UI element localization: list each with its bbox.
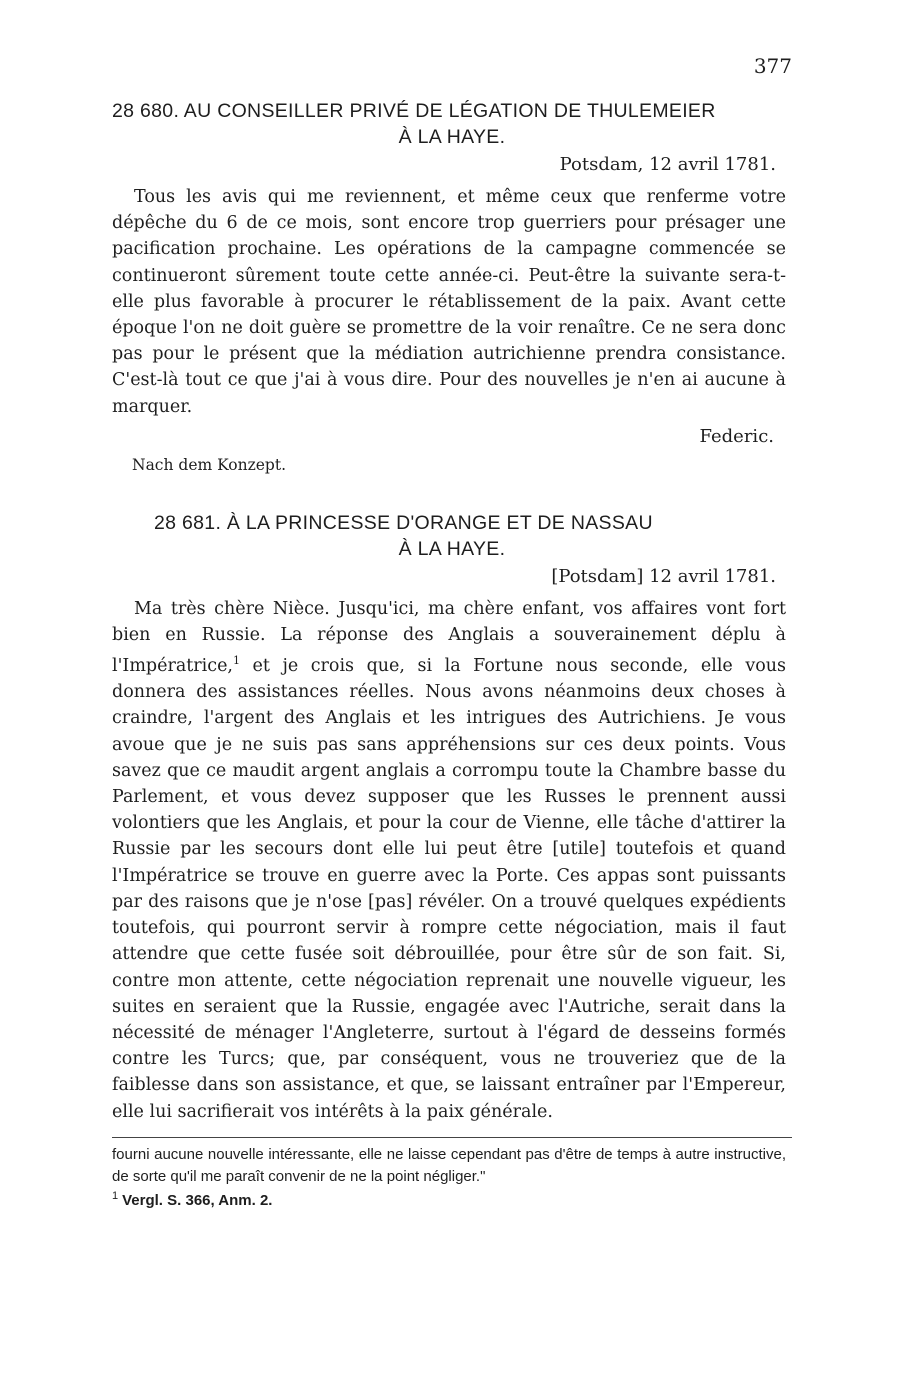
letter-28680	[112, 50, 792, 476]
letter-body: Tous les avis qui me reviennent, et même ceux que renferme votre dépêche du 6 de ce mois, sont encore trop guerriers pour présager une pacification prochaine. Les opérations de la campagne commencée se continueront sûrement toute cette année-ci. Peut-être la suivante sera-t-elle plus favorable à procurer le rétablissement de la paix. Avant cette époque l'on ne doit guère se promettre de la voir renaître. Ce ne sera donc pas pour le présent que la médiation autrichienne prendra consistance. C'est-là tout ce que j'ai à vous dire. Pour des nouvelles je n'en ai aucune à marquer.	[112, 187, 786, 417]
heading-line-2: À LA HAYE.	[398, 126, 506, 148]
page-number: 377	[753, 54, 792, 78]
heading-line-1: 28 680. AU CONSEILLER PRIVÉ DE LÉGATION DE THULEMEIER	[112, 100, 716, 122]
footnote-continued: fourni aucune nouvelle intéressante, elle ne laisse cependant pas d'être de temps à autre instructive, de sorte qu'il me paraît convenir de ne la point négliger."	[112, 1145, 786, 1185]
footnote-number: 1	[112, 1189, 119, 1202]
footnote-text: Vergl. S. 366, Anm. 2.	[122, 1191, 273, 1209]
letter-28681	[112, 510, 792, 1125]
source-note: Nach dem Konzept.	[132, 455, 287, 474]
letter-body-part-2: et je crois que, si la Fortune nous seconde, elle vous donnera des assistances réelles. Nous avons néanmoins deux choses à craindre, l'argent des Anglais et les intrigues des Autrichiens. Je vous avoue que je ne suis pas sans appréhensions sur ces deux points. Vous savez que ce maudit argent anglais a corrompu toute la Chambre basse du Parlement, et vous devez supposer que les Russes le prennent aussi volontiers que les Anglais, et pour la cour de Vienne, elle tâche d'attirer la Russie par les secours dont elle lui peut être [utile] toutefois et quand l'Impératrice se trouve en guerre avec la Porte. Ces appas sont puissants par des raisons que je n'ose [pas] révéler. On a trouvé quelques expédients toutefois, qui pourront servir à rompre cette négociation, mais il faut attendre que cette fusée soit débrouillée, pour être sûr de son fait. Si, contre mon attente, cette négociation reprenait une nouvelle vigueur, les suites en seraient que la Russie, engagée avec l'Autriche, serait dans la nécessité de ménager l'Angleterre, surtout à l'égard de desseins formés contre les Turcs; que, par conséquent, vous ne trouveriez que de la faiblesse dans son assistance, et que, se laissant entraîner par l'Empereur, elle lui sacrifierait vos intérêts à la paix générale.	[112, 656, 786, 1122]
letter-heading	[112, 98, 792, 150]
dateline: Potsdam, 12 avril 1781.	[559, 154, 776, 175]
footnote-1	[112, 1190, 792, 1209]
letter-body-part-1: Ma très chère Nièce. Jusqu'ici, ma chère enfant, vos affaires vont fort bien en Russie. La réponse des Anglais a souverainement déplu à l'Impératrice,	[112, 598, 786, 677]
footnote-marker: 1	[233, 654, 240, 668]
heading-line-1: 28 681. À LA PRINCESSE D'ORANGE ET DE NASSAU	[154, 511, 653, 534]
book-page	[112, 50, 792, 1209]
footnote-divider	[112, 1137, 792, 1138]
letter-body	[112, 596, 792, 1125]
letter-heading	[112, 510, 792, 562]
signature: Federic.	[699, 425, 774, 447]
heading-line-2: À LA HAYE.	[398, 537, 506, 560]
dateline: [Potsdam] 12 avril 1781.	[551, 565, 776, 587]
